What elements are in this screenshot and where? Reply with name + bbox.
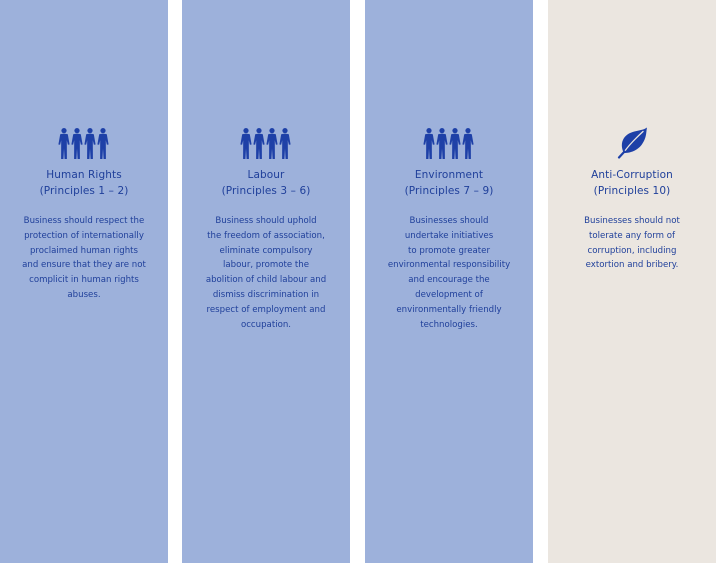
principle-column-labour bbox=[182, 0, 350, 563]
principle-column-anti-corruption bbox=[548, 0, 716, 563]
principle-column-human-rights bbox=[0, 0, 168, 563]
principle-column-environment bbox=[365, 0, 533, 563]
principle-description: Business should respect the protection of internationally proclaimed human rights and ensure that they are not complicit in human rights abuses. bbox=[22, 216, 146, 300]
leaf-icon bbox=[548, 127, 716, 159]
principle-title: Human Rights (Principles 1 – 2) bbox=[39, 169, 129, 197]
principle-description: Businesses should not tolerate any form of corruption, including extortion and bribery. bbox=[584, 216, 680, 271]
people-group-icon bbox=[0, 127, 168, 159]
principle-title: Anti-Corruption (Principles 10) bbox=[591, 169, 673, 197]
principle-description: Businesses should undertake initiatives to promote greater environmental responsibility and encourage the development of environmentally friendly technologies. bbox=[387, 216, 511, 330]
principle-title: Labour (Principles 3 – 6) bbox=[221, 169, 311, 197]
principle-description: Business should uphold the freedom of association, eliminate compulsory labour, promote the abolition of child labour and dismiss discrimination in respect of employment and occupation. bbox=[205, 216, 327, 330]
people-group-icon bbox=[365, 127, 533, 159]
principle-title: Environment (Principles 7 – 9) bbox=[404, 169, 494, 197]
people-group-icon bbox=[182, 127, 350, 159]
